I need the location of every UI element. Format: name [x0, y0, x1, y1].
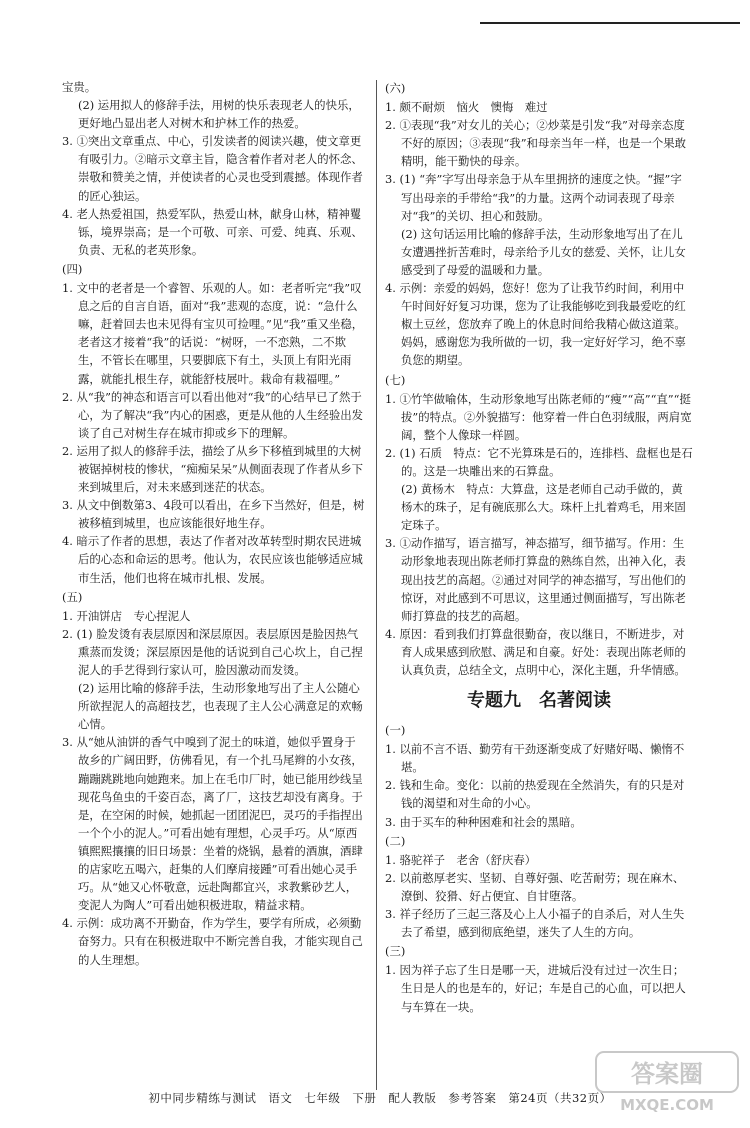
- answer-text: 4. 老人热爱祖国，热爱军队，热爱山林，献身山林，精神矍铄，境界崇高；是一个可敬、可亲、可爱、纯真、乐观、负责、无私的老英形象。: [62, 206, 363, 257]
- answer-text: (2) 黄杨木 特点：大算盘，这是老师自己动手做的，黄杨木的珠子，足有碗底那么大。珠杆上扎着鸡毛，用来固定珠子。: [401, 482, 686, 533]
- answer-text: 4. 原因：看到我们打算盘很勤奋，夜以继日，不断进步，对育人成果感到欣慰、满足和自豪。好处：表现出陈老师的认真负责，总结全文，点明中心，深化主题，升华情感。: [385, 626, 686, 677]
- answer-text: 1. ①竹竿做喻体，生动形象地写出陈老师的“瘦”“高”“直”“挺拔”的特点。②外貌描写：他穿着一件白色羽绒服，两肩宽阔，整个人像球一样圆。: [385, 391, 692, 442]
- answer-text: 3. 从文中倒数第3、4段可以看出，在乡下当然好，但是，树被移植到城里，也应该能很好地生存。: [62, 498, 365, 531]
- answer-text: 3. 从“她从油饼的香气中嗅到了泥土的味道，她似乎置身于故乡的广阔田野，仿佛看见，有一个扎马尾辫的小女孩，蹦蹦跳跳地向她跑来。加上在毛巾厂时，她已能用纱线呈现花鸟鱼虫的千姿百态，离了厂，这技艺却没有离身。于是，在空闲的时候，她抓起一团团泥巴，灵巧的手指捏出一个个小的泥人。”可看出她有理想，心灵手巧。从“原西镇熙熙攘攘的旧日场景：坐着的烧锅，悬着的酒旗，酒肆的店家吃五喝六，赶集的人们摩肩接踵”可看出她心灵手巧。从“她又心怀敬意，远赴陶都宜兴，求教紫砂艺人，变泥人为陶人”可看出她积极进取，精益求精。: [62, 735, 363, 913]
- answer-text: 1. 开油饼店 专心捏泥人: [62, 608, 191, 623]
- answer-text: 2. (1) 脸发烫有表层原因和深层原因。表层原因是脸因热气熏蒸而发烫；深层原因是他的话说到自己心坎上，自己捏泥人的手艺得到行家认可，脸因激动而发烫。: [62, 626, 363, 677]
- answer-text: 3. ①动作描写，语言描写，神态描写，细节描写。作用：生动形象地表现出陈老师打算盘的熟练自然，出神入化，表现出技艺的高超。②通过对同学的神态描写，写出他们的惊讶，对此感到不可思议，这里通过侧面描写，写出陈老师打算盘的技艺的高超。: [385, 536, 686, 623]
- watermark-logo: [592, 1048, 742, 1114]
- answer-text: 1. 文中的老者是一个睿智、乐观的人。如：老者听完“我”叹息之后的自言自语，面对“我”悲观的态度，说：“急什么嘛，赶着回去也未见得有宝贝可捡哩。”见“我”重又坐稳，老者这才接着“我”的话说：“树呀，一不恋熟，二不欺生，不管长在哪里，只要脚底下有土，头顶上有阳光雨露，就能扎根生存，就能舒枝展叶。栽命有栽福哩。”: [62, 281, 364, 386]
- column-divider: [376, 80, 377, 1090]
- answer-text: 4. 暗示了作者的思想，表达了作者对改革转型时期农民进城后的心态和命运的思考。他认为，农民应该也能够适应城市生活，他们也将在城市扎根、发展。: [62, 534, 363, 585]
- section-heading: (三): [385, 944, 406, 959]
- answer-text: 2. (1) 石质 特点：它不光算珠是石的，连排档、盘框也是石的。这是一块雕出来的石算盘。: [385, 445, 693, 478]
- top-rule: [480, 22, 740, 24]
- answer-text: 1. 因为祥子忘了生日是哪一天，进城后没有过过一次生日；生日是人的也是车的，好记；车是自己的心血，可以把人与车算在一块。: [385, 963, 686, 1014]
- answer-text: 宝贵。: [62, 80, 97, 94]
- section-heading: (四): [62, 261, 83, 276]
- answer-text: 1. 颇不耐烦 恼火 懊悔 难过: [385, 100, 548, 115]
- right-column: [385, 78, 693, 1016]
- svg-text:答案圈: 答案圈: [631, 1060, 703, 1088]
- answer-text: 3. (1) “奔”字写出母亲急于从车里拥挤的速度之快。“握”字写出母亲的手带给“我”的力量。这两个动词表现了母亲对“我”的关切、担心和鼓励。: [385, 172, 682, 223]
- answer-text: (2) 这句话运用比喻的修辞手法，生动形象地写出了在儿女遭遇挫折苦难时，母亲给予儿女的慈爱、关怀，让儿女感受到了母爱的温暖和力量。: [401, 226, 686, 277]
- answer-text: 2. 运用了拟人的修辞手法，描绘了从乡下移植到城里的大树被锯掉树枝的惨状，“痴痴呆呆”从侧面表现了作者从乡下来到城里后，对未来感到迷茫的状态。: [62, 443, 364, 495]
- answer-text: 3. ①突出文章重点、中心，引发读者的阅读兴趣，使文章更有吸引力。②暗示文章主旨，隐含着作者对老人的怀念、崇敬和赞美之情，并使读者的心灵也受到震撼。体现作者的匠心独运。: [62, 134, 363, 203]
- section-heading: (一): [385, 723, 406, 738]
- answer-text: 3. 由于买车的种种困难和社会的黑暗。: [385, 814, 582, 829]
- answer-text: 4. 示例：亲爱的妈妈，您好！您为了让我节约时间，利用中午时间好好复习功课，您为了让我能够吃到我最爱吃的红椒土豆丝，您放弃了晚上的休息时间给我精心做这道菜。妈妈，感谢您为我所做的一切，我一定好好学习，绝不辜负您的期望。: [385, 281, 686, 368]
- answer-text: 2. 以前憨厚老实、坚韧、自尊好强、吃苦耐劳；现在麻木、潦倒、狡猾、好占便宜、自甘堕落。: [385, 870, 685, 903]
- section-heading: (六): [385, 81, 406, 95]
- section-heading: (七): [385, 372, 406, 387]
- answer-text: (2) 运用比喻的修辞手法，生动形象地写出了主人公随心所欲捏泥人的高超技艺，也表现了主人公心满意足的欢畅心情。: [78, 681, 363, 732]
- answer-text: 2. 钱和生命。变化：以前的热爱现在全然消失，有的只是对钱的渴望和对生命的小心。: [385, 778, 685, 811]
- answer-text: 2. ①表现“我”对女儿的关心；②炒菜是引发“我”对母亲态度不好的原因；③表现“我”和母亲当年一样，也是一个果敢精明，能干勤快的母亲。: [385, 118, 687, 169]
- section-heading: (五): [62, 589, 83, 604]
- answer-text: 2. 从“我”的神态和语言可以看出他对“我”的心结早已了然于心，为了解决“我”内心的困惑，更是从他的人生经验出发谈了自己对树生存在城市抑或乡下的理解。: [62, 389, 364, 440]
- answer-text: (2) 运用拟人的修辞手法，用树的快乐表现老人的快乐，更好地凸显出老人对树木和护林工作的热爱。: [78, 98, 360, 131]
- answer-text: 4. 示例：成功离不开勤奋，作为学生，要学有所成，必须勤奋努力。只有在积极进取中不断完善自我，才能实现自己的人生理想。: [62, 916, 363, 967]
- topic-title: 专题九 名著阅读: [467, 690, 611, 712]
- answer-text: 1. 骆驼祥子 老舍（舒庆春）: [385, 852, 537, 867]
- section-heading: (二): [385, 833, 406, 848]
- svg-text:MXQE.COM: MXQE.COM: [620, 1096, 714, 1114]
- answer-text: 1. 以前不言不语、勤劳有干劲逐渐变成了好赌好喝、懒惰不堪。: [385, 742, 685, 775]
- answer-text: 3. 祥子经历了三起三落及心上人小福子的自杀后，对人生失去了希望，感到彻底绝望，迷失了人生的方向。: [385, 907, 685, 940]
- page-footer: 初中同步精练与测试 语文 七年级 下册 配人教版 参考答案 第24页（共32页）: [148, 1091, 612, 1105]
- left-column: [62, 78, 367, 969]
